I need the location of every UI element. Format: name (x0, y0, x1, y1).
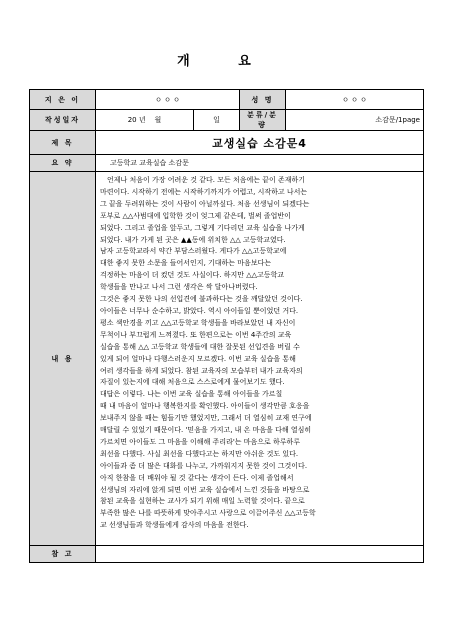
date-value (96, 110, 194, 131)
content-line: 무척이나 부끄럽게 느껴졌다. 또 한편으로는 이번 4주간의 교육 (100, 330, 292, 339)
subject-value: 교생실습 소감문4 (96, 131, 424, 155)
name-value: ㅇ ㅇ ㅇ (286, 90, 424, 110)
content-line: 매달릴 수 있었기 때문이다. '믿음을 가지고, 내 온 마음을 다해 열심히 (100, 426, 312, 435)
content-body (96, 172, 424, 546)
name-label: 성 명 (240, 90, 286, 110)
note-row (30, 546, 424, 563)
category-label: 분류/분량 (240, 110, 286, 131)
content-lines (100, 175, 419, 532)
content-line: 때 내 마음이 얼마나 행복한지를 확인했다. 아이들이 생각만큼 호응을 (100, 402, 310, 411)
date-day: 일 (194, 110, 240, 131)
content-line: 여러 생각들을 하게 되었다. 참된 교육자의 모습부터 내가 교육자의 (100, 366, 303, 375)
date-year: 20 년 (127, 116, 146, 124)
content-line: 최선을 다했다. 사실 최선을 다했다고는 하지만 아쉬운 것도 있다. (100, 449, 299, 458)
content-line: 보내주지 않을 때는 힘들기만 했었지만, 그래서 더 열심히 교재 연구에 (100, 414, 312, 423)
content-line: 되었다. 내가 가게 된 곳은 ▲▲동에 위치한 △△ 고등학교였다. (100, 235, 286, 244)
summary-label: 요 약 (30, 155, 96, 172)
category-value: 소감문/1page (286, 110, 424, 131)
content-line: 대답은 이렇다. 나는 이번 교육 실습을 통해 아이들을 가르칠 (100, 390, 283, 399)
content-line: 아이들과 좀 더 많은 대화를 나누고, 가까워지지 못한 것이 그것이다. (100, 461, 308, 470)
date-month: 월 (154, 116, 162, 124)
content-line: 실습을 통해 △△ 고등학교 학생들에 대한 잘못된 선입견을 버릴 수 (100, 342, 300, 351)
document-title: 개 요 (177, 54, 273, 69)
content-row (30, 172, 424, 546)
summary-value: 고등학교 교육실습 소감문 (96, 155, 424, 172)
author-row (30, 90, 424, 110)
note-label: 참 고 (30, 546, 96, 563)
content-line: 언제나 처음이 가장 어려운 것 같다. 모든 처음에는 끝이 존재하기 (107, 176, 306, 184)
content-line: 평소 색안경을 끼고 △△고등학교 학생들을 바라보았던 내 자신이 (100, 318, 296, 327)
content-line: 부족한 많은 나를 따뜻하게 맞아주시고 사랑으로 이끌어주신 △△고등학 (100, 509, 316, 518)
note-value (96, 546, 424, 563)
content-line: 포부로 △△사범대에 입학한 것이 엊그제 같은데, 벌써 졸업반이 (100, 211, 291, 220)
content-line: 교 선생님들과 학생들에게 감사의 마음을 전한다. (100, 521, 249, 530)
content-line: 아직 한참을 더 배워야 될 것 같다는 생각이 든다. 이제 졸업해서 (100, 473, 294, 482)
content-line: 남자 고등학교라서 약간 부담스러웠다. 게다가 △△고등학교에 (100, 247, 287, 256)
content-line: 걱정하는 마음이 더 컸던 것도 사실이다. 하지만 △△고등학교 (100, 271, 285, 280)
content-line: 그 끝을 두려워하는 것이 사람이 아닐까싶다. 처음 선생님이 되겠다는 (100, 199, 310, 208)
content-line: 가르치면 아이들도 그 마음을 이해해 주리라'는 마음으로 하루하루 (100, 437, 301, 446)
author-value: ㅇ ㅇ ㅇ (96, 90, 240, 110)
subject-label: 제 목 (30, 131, 96, 155)
summary-row (30, 155, 424, 172)
content-line: 자질이 있는지에 대해 처음으로 스스로에게 물어보기도 했다. (100, 378, 285, 387)
date-label: 작성일자 (30, 110, 96, 131)
content-line: 아이들은 너무나 순수하고, 밝았다. 역시 아이들일 뿐이었던 거다. (100, 306, 299, 315)
content-line: 참된 교육을 실현하는 교사가 되기 위해 매일 노력할 것이다. 끝으로 (100, 497, 305, 506)
content-line: 마련이다. 시작하기 전에는 시작하기까지가 어렵고, 시작하고 나서는 (100, 187, 308, 196)
content-label: 내 용 (30, 172, 96, 546)
content-line: 되었다. 그리고 졸업을 앞두고, 그렇게 기다리던 교육 실습을 나가게 (100, 223, 305, 232)
content-line: 있게 되어 얼마나 다행스러운지 모르겠다. 이번 교육 실습을 통해 (100, 354, 296, 363)
subject-row (30, 131, 424, 155)
content-line: 그것은 좋지 못한 나의 선입견에 불과하다는 것을 깨달았던 것이다. (100, 295, 303, 304)
content-line: 학생들을 만나고 나서 그런 생각은 싹 달아나버렸다. (100, 283, 258, 292)
author-label: 지 은 이 (30, 90, 96, 110)
overview-form (29, 89, 424, 563)
date-row (30, 110, 424, 131)
content-line: 선생님의 자리에 앉게 되면 이번 교육 실습에서 느낀 것들을 바탕으로 (100, 485, 310, 494)
content-line: 대한 좋지 못한 소문을 들어서인지, 기대하는 마음보다는 (100, 259, 272, 268)
